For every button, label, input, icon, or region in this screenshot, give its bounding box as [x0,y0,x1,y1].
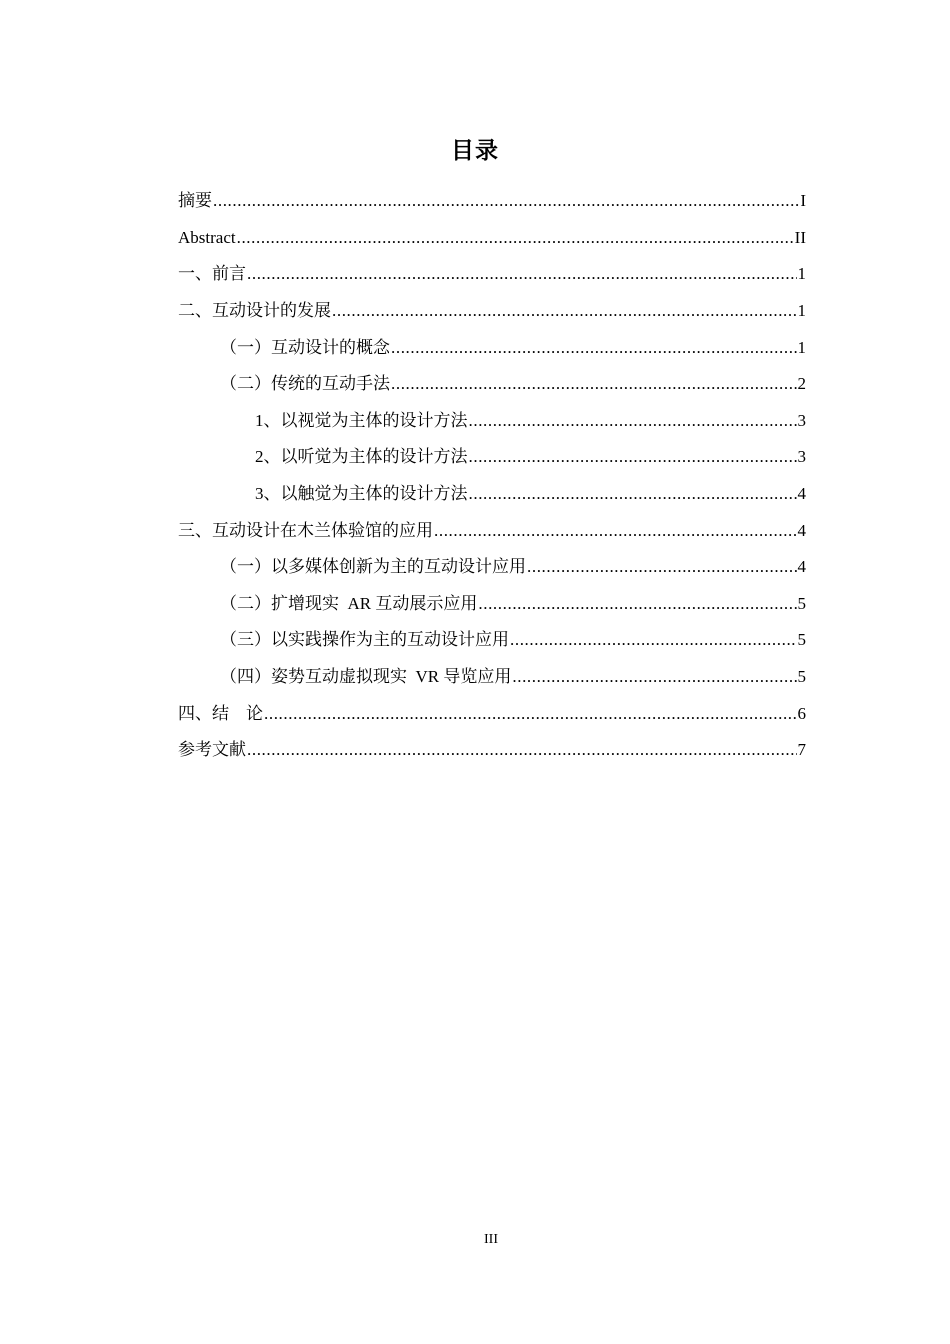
toc-entry-page: 3 [797,447,806,467]
toc-dot-leader [391,338,797,358]
toc-entry-text: （一）以多媒体创新为主的互动设计应用 [220,557,526,577]
toc-dot-leader [512,667,796,687]
toc-entry-page: 5 [797,630,806,650]
toc-entry-text: 参考文献 [178,740,246,760]
toc-entry-text: （一）互动设计的概念 [220,337,390,357]
toc-entry-text: 三、互动设计在木兰体验馆的应用 [178,520,433,540]
toc-entry-text: （三）以实践操作为主的互动设计应用 [220,630,509,650]
toc-entry-page: 1 [797,337,806,357]
toc-entry-section-3[interactable] [178,512,806,549]
toc-entry-page: 5 [797,593,806,613]
page-title: 目录 [451,138,499,164]
toc-entry-section-2[interactable] [178,293,806,330]
toc-entry-page: I [800,191,806,211]
toc-dot-leader [213,191,799,211]
toc-entry-section-2-2-1[interactable] [178,403,806,440]
toc-dot-leader [391,374,797,394]
toc-entry-section-2-2-3[interactable] [178,476,806,513]
toc-entry-text: 四、结 论 [178,703,263,723]
toc-entry-page: 3 [797,410,806,430]
toc-entry-section-2-2[interactable] [178,366,806,403]
toc-entry-page: 1 [797,301,806,321]
toc-entry-section-2-2-2[interactable] [178,439,806,476]
toc-entry-page: II [794,227,806,247]
toc-entry-text: 1、以视觉为主体的设计方法 [255,410,468,430]
toc-entry-text: 摘要 [178,191,212,211]
toc-dot-leader [332,301,797,321]
toc-dot-leader [469,411,797,431]
toc-entry-section-3-1[interactable] [178,549,806,586]
toc-entry-abstract-en[interactable] [178,220,806,257]
toc-entry-section-2-1[interactable] [178,329,806,366]
toc-entry-abstract-cn[interactable] [178,183,806,220]
toc-dot-leader [247,740,797,760]
page-number: III [484,1232,498,1247]
toc-entry-page: 2 [797,374,806,394]
toc-dot-leader [478,594,796,614]
toc-dot-leader [247,264,797,284]
toc-entry-section-3-4[interactable] [178,659,806,696]
toc-entry-section-3-2[interactable] [178,586,806,623]
toc-entry-page: 5 [797,667,806,687]
toc-entry-page: 4 [797,557,806,577]
toc-entry-section-3-3[interactable] [178,622,806,659]
toc-entry-page: 6 [797,703,806,723]
toc-entry-page: 4 [797,520,806,540]
toc-entry-text: 一、前言 [178,264,246,284]
toc-entry-text: （二）传统的互动手法 [220,374,390,394]
toc-entry-page: 4 [797,484,806,504]
toc-entry-text: 二、互动设计的发展 [178,301,331,321]
toc-entry-references[interactable] [178,732,806,769]
toc-entry-text: 2、以听觉为主体的设计方法 [255,447,468,467]
toc-dot-leader [510,630,797,650]
toc-dot-leader [527,557,797,577]
toc-dot-leader [469,447,797,467]
toc-entry-text: （四）姿势互动虚拟现实 VR 导览应用 [220,667,512,687]
toc-entry-page: 1 [797,264,806,284]
toc-entry-text: （二）扩增现实 AR 互动展示应用 [220,593,478,613]
toc-entry-text: 3、以触觉为主体的设计方法 [255,484,468,504]
toc-entry-page: 7 [797,740,806,760]
toc-entry-section-4[interactable] [178,695,806,732]
toc-entry-text: Abstract [178,227,236,247]
toc-dot-leader [434,521,797,541]
toc-dot-leader [264,704,797,724]
table-of-contents [178,183,806,769]
toc-dot-leader [237,228,794,248]
toc-entry-section-1[interactable] [178,256,806,293]
toc-dot-leader [469,484,797,504]
